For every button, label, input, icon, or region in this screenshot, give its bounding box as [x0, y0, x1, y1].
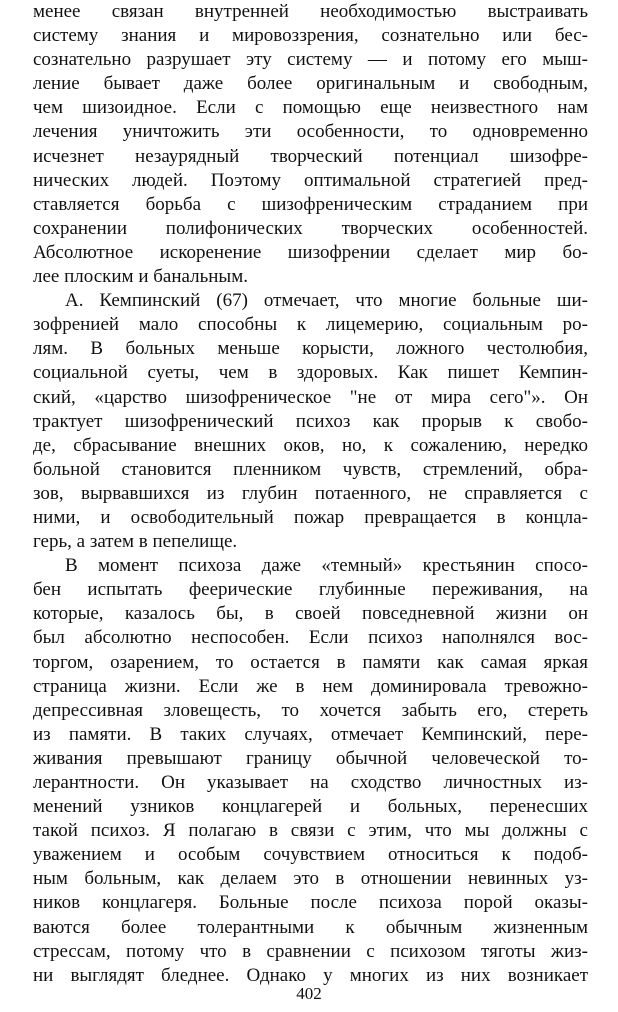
text-line: живания превышают границу обычной человеческой то- — [33, 747, 588, 769]
paragraph-3 — [33, 554, 588, 988]
text-line: трактует шизофренический психоз как прорыв к свобо- — [33, 410, 588, 432]
text-line: которые, казалось бы, в своей повседневной жизни он — [33, 603, 588, 625]
text-line: лее плоским и банальным. — [33, 266, 248, 288]
text-line: сознательно разрушает эту систему — и потому его мыш- — [33, 49, 588, 71]
text-line: ними, и освободительный пожар превращается в концла- — [33, 506, 588, 528]
text-line: нических людей. Поэтому оптимальной стратегией пред- — [33, 169, 588, 191]
text-line: Абсолютное искоренение шизофрении сделает мир бо- — [33, 241, 588, 263]
text-line: лечения уничтожить эти особенности, то одновременно — [33, 121, 588, 143]
text-line: бен испытать феерические глубинные переживания, на — [33, 579, 588, 601]
paragraph-1 — [33, 0, 588, 289]
text-line: был абсолютно неспособен. Если психоз наполнялся вос- — [33, 627, 588, 649]
book-page — [33, 0, 588, 1012]
text-line: торгом, озарением, то остается в памяти как самая яркая — [33, 651, 588, 673]
text-line: менений узников концлагерей и больных, перенесших — [33, 796, 588, 818]
text-line: ни выглядят бледнее. Однако у многих из них возникает — [33, 964, 588, 986]
text-line: ным больным, как делаем это в отношении невинных уз- — [33, 868, 588, 890]
text-line: систему знания и мировоззрения, сознательно или бес- — [33, 25, 588, 47]
text-line: ваются более толерантными к обычным жизненным — [33, 916, 588, 938]
text-line: лерантности. Он указывает на сходство личностных из- — [33, 772, 588, 793]
text-line: стрессам, потому что в сравнении с психозом тяготы жиз- — [33, 940, 588, 962]
text-line: зофренией мало способны к лицемерию, социальным ро- — [33, 314, 588, 336]
text-line: зов, вырвавшихся из глубин потаенного, не справляется с — [33, 482, 588, 504]
page-number: 402 — [296, 984, 322, 1003]
text-line: депрессивная зловещесть, то хочется забыть его, стереть — [33, 699, 588, 721]
text-line: де, сбрасывание внешних оков, но, к сожалению, нередко — [33, 434, 588, 456]
text-line: уважением и особым сочувствием относиться к подоб- — [33, 844, 588, 866]
text-line: лям. В больных меньше корысти, ложного честолюбия, — [33, 338, 588, 360]
text-line: чем шизоидное. Если с помощью еще неизвестного нам — [33, 97, 588, 119]
text-line: сохранении полифонических творческих особенностей. — [33, 217, 588, 239]
text-line: больной становится пленником чувств, стремлений, обра- — [33, 458, 588, 480]
text-line: ский, «царство шизофреническое "не от мира сего"». Он — [33, 386, 588, 408]
text-line: ников концлагеря. Больные после психоза порой оказы- — [33, 892, 588, 914]
text-line: менее связан внутренней необходимостью выстраивать — [33, 1, 588, 22]
text-line: А. Кемпинский (67) отмечает, что многие больные ши- — [65, 290, 588, 312]
text-line: социальной суеты, чем в здоровых. Как пишет Кемпин- — [33, 362, 588, 384]
text-line: из памяти. В таких случаях, отмечает Кемпинский, пере- — [33, 723, 588, 745]
text-line: герь, а затем в пепелище. — [33, 531, 238, 553]
text-line: исчезнет незаурядный творческий потенциал шизофре- — [33, 145, 588, 167]
paragraph-2 — [33, 289, 588, 554]
text-line: ление бывает даже более оригинальным и свободным, — [33, 73, 588, 95]
text-line: такой психоз. Я полагаю в связи с этим, что мы должны с — [33, 820, 588, 842]
text-line: В момент психоза даже «темный» крестьянин спосо- — [65, 555, 588, 577]
text-line: страница жизни. Если же в нем доминировала тревожно- — [33, 675, 588, 697]
text-line: ставляется борьба с шизофреническим страданием при — [33, 193, 588, 215]
